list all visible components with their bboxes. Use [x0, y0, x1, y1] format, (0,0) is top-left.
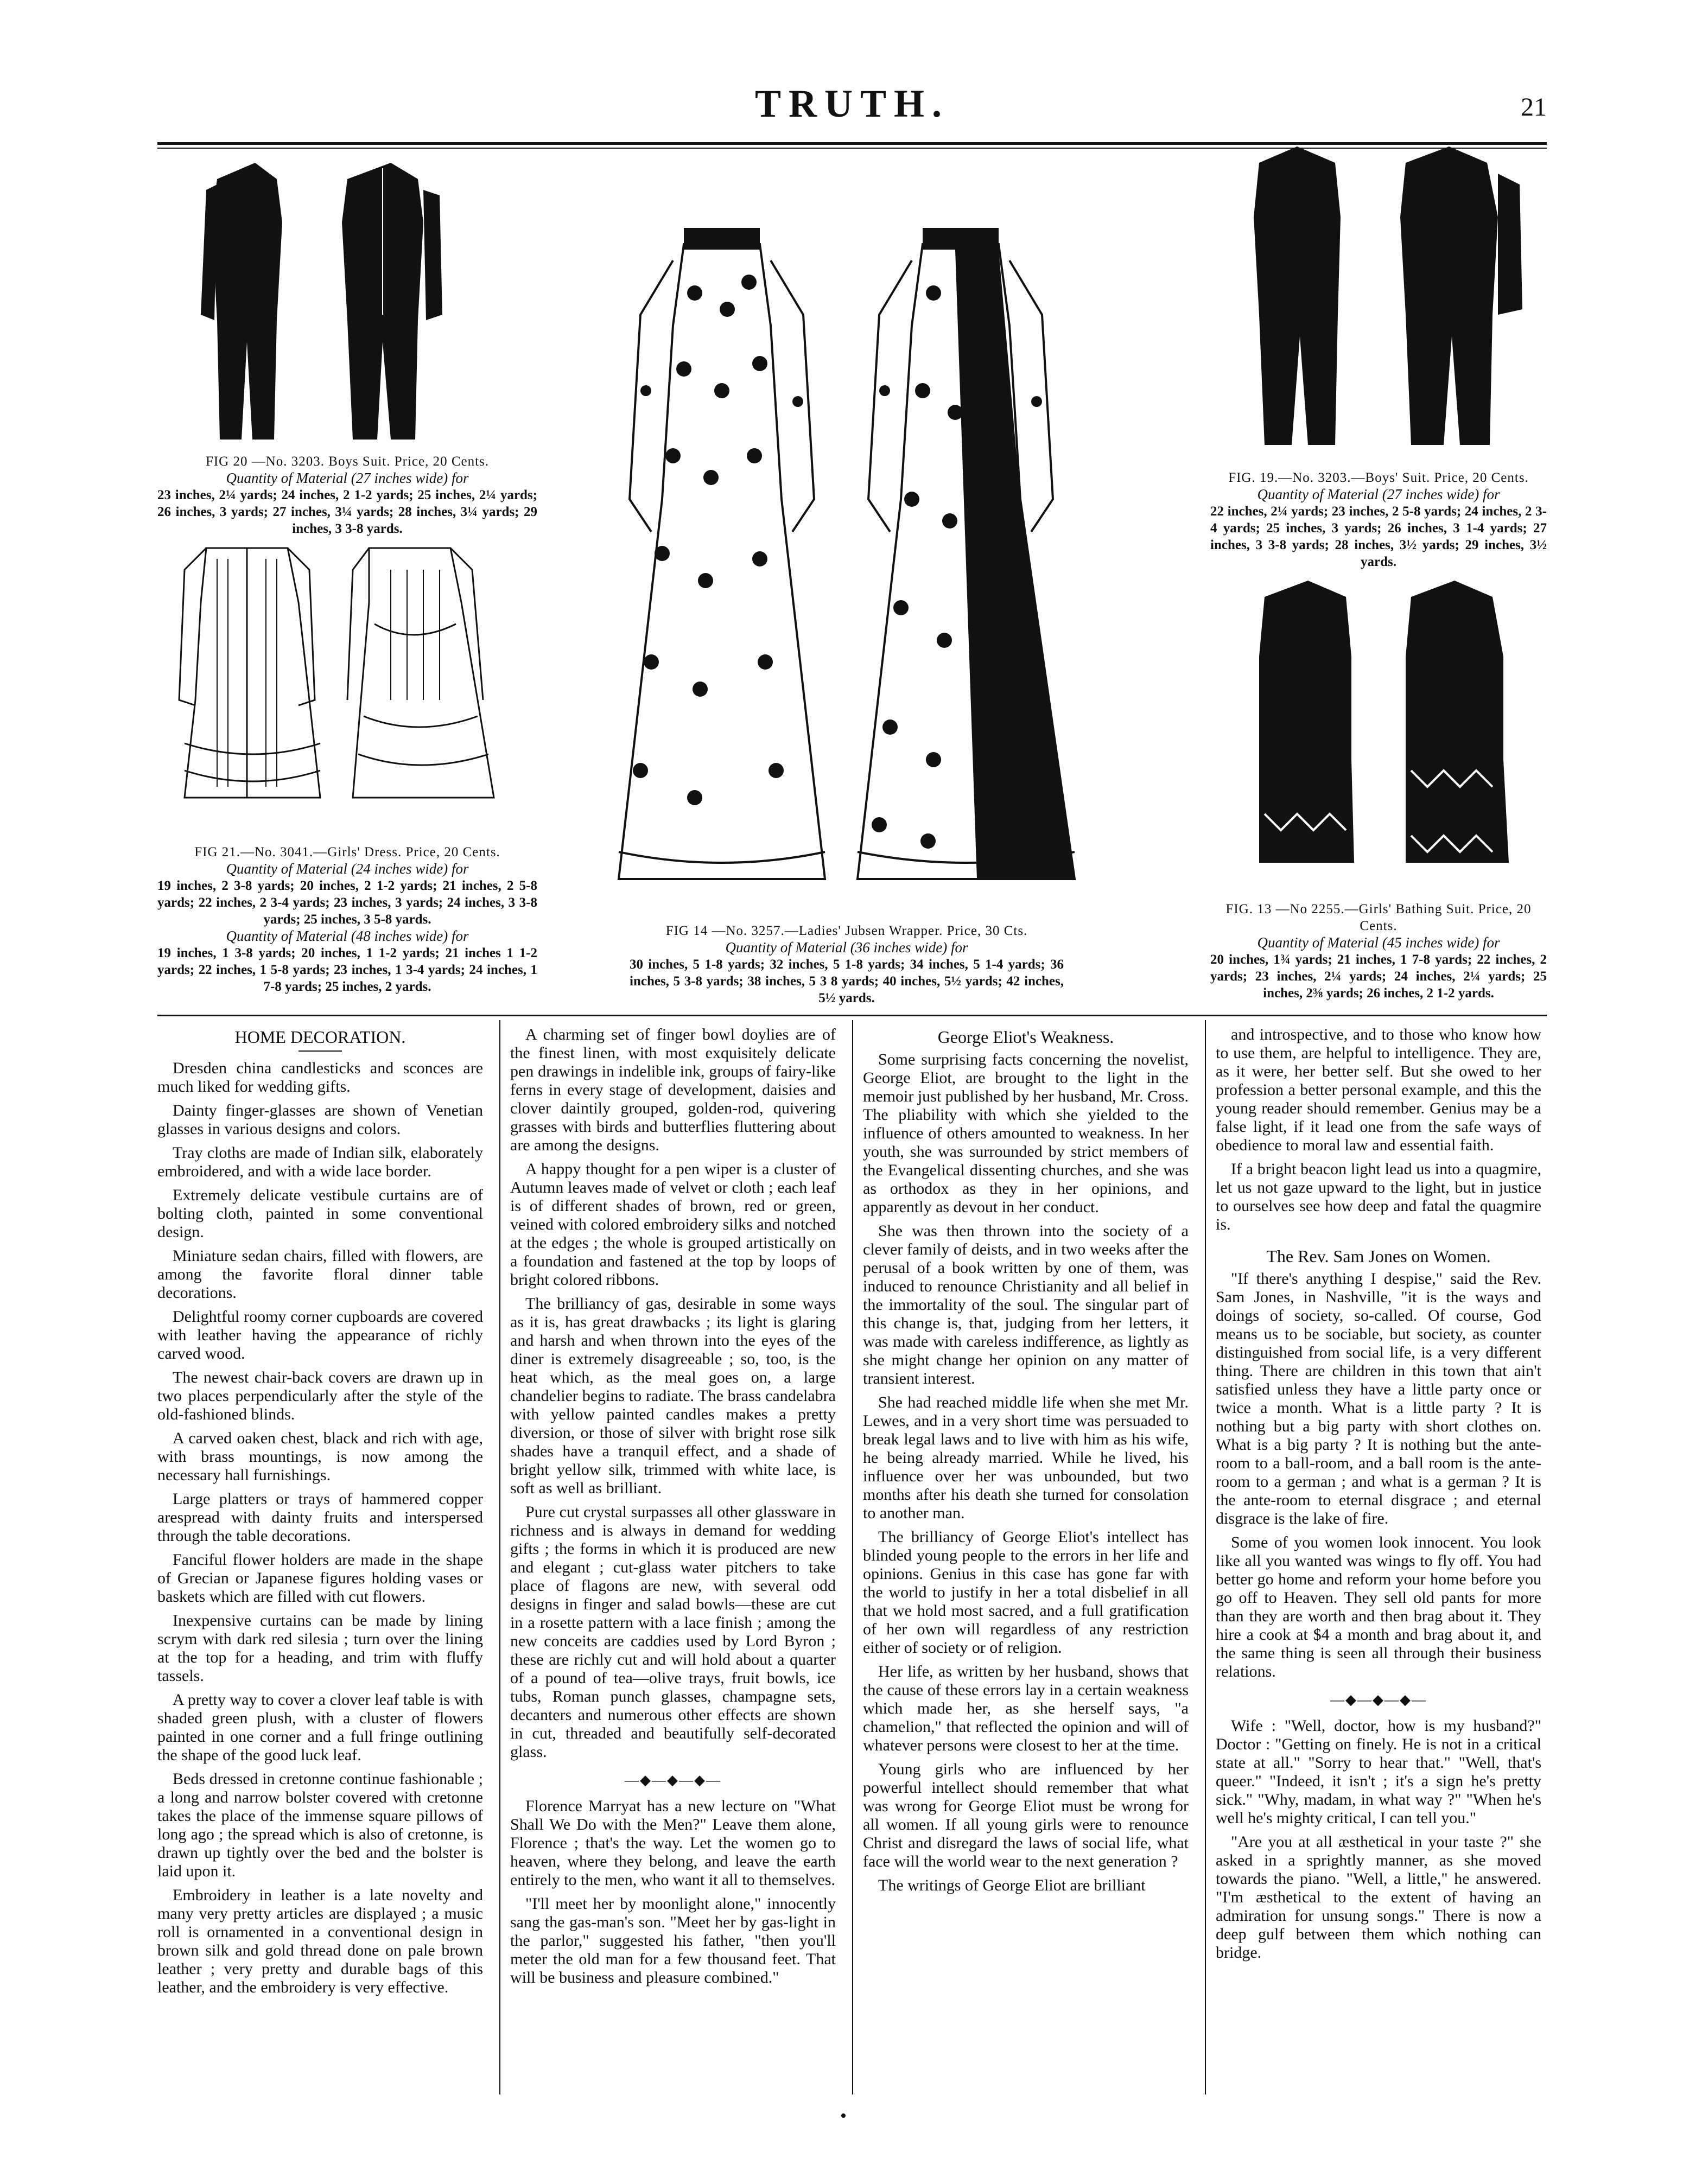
column-george-eliot — [863, 1026, 1189, 1900]
section-ornament: —◆—◆—◆— — [625, 1772, 721, 1788]
paragraph: Some surprising facts concerning the novelist, George Eliot, are brought to the light in the memoir just published by her husband, Mr. Cross. The pliability with which she yielded to the influence of others amounted to weakness. In her youth, she was surrounded by strict members of the Evangelical dissenting churches, and she was as orthodox as they in her opinions, and apparently as devout in her conduct. — [863, 1050, 1189, 1216]
paragraph: Her life, as written by her husband, shows that the cause of these errors lay in a certain weakness which made her, as she herself says, "a chamelion," that reflected the opinion and will of whatever persons were closest to her at the time. — [863, 1663, 1189, 1754]
masthead — [157, 81, 1547, 141]
caption-fig19-title: FIG. 19.—No. 3203.—Boys' Suit. Price, 20 Cents. — [1228, 470, 1529, 485]
illustration-boys-suit-fig20 — [195, 157, 488, 450]
column-divider — [852, 1020, 853, 2094]
paragraph: She was then thrown into the society of a clever family of deists, and in two weeks after the perusal of a book written by one of them, was induced to renounce Christianity and all belief in the immortality of the soul. The singular part of this change is, that, judging from her letters, it was made with careless indifference, as lightly as she might change her opinion on any matter of transient interest. — [863, 1222, 1189, 1387]
paragraph: Fanciful flower holders are made in the shape of Grecian or Japanese figures holding vases or baskets which are filled with cut flowers. — [157, 1551, 483, 1606]
paragraph: Large platters or trays of hammered copper arespread with dainty fruits and interspersed through the table decorations. — [157, 1490, 483, 1545]
heading-sam-jones: The Rev. Sam Jones on Women. — [1266, 1246, 1491, 1266]
paragraph: and introspective, and to those who know how to use them, are helpful to intelligence. They are, as it were, her better self. But she owed to her profession a better personal example, and this the young reader should remember. Genius may be a false light, if it lead one from the safe ways of obedience to moral law and essential faith. — [1216, 1026, 1541, 1154]
illustration-girls-bathing-suit-fig13 — [1243, 581, 1547, 884]
caption-fig13-title: FIG. 13 —No 2255.—Girls' Bathing Suit. Price, 20 Cents. — [1225, 902, 1532, 933]
caption-fig21-body2: 19 inches, 1 3-8 yards; 20 inches, 1 1-2 yards; 21 inches 1 1-2 yards; 22 inches, 1 5-8 yards; 23 inches, 1 3-4 yards; 24 inches, 1 7-8 yards; 25 inches, 2 yards. — [157, 946, 537, 994]
paragraph: The brilliancy of gas, desirable in some ways as it is, has great drawbacks ; its light is glaring and harsh and when thrown into the eyes of the diner is extremely disagreeable ; so, too, is the heat which, as the meal goes on, a large chandelier begins to radiate. The brass candelabra with yellow painted candles makes a pretty diversion, or those of silver with bright rose silk shades have a tranquil effect, and a shade of bright yellow silk, trimmed with white lace, is soft as well as brilliant. — [510, 1295, 836, 1497]
heading-george-eliot: George Eliot's Weakness. — [937, 1027, 1114, 1047]
columns-top-rule — [157, 1015, 1547, 1016]
caption-fig21-material2: Quantity of Material (48 inches wide) for — [226, 928, 469, 944]
paragraph: A charming set of finger bowl doylies are of the finest linen, with most exquisitely delicate pen drawings in indelible ink, groups of fairy-like ferns in every stage of development, daisies and clover daintily grouped, golden-rod, quivering grasses with birds and butterflies fluttering about are among the designs. — [510, 1026, 836, 1154]
paragraph: She had reached middle life when she met Mr. Lewes, and in a very short time was persuaded to break legal laws and to live with him as his wife, he being already married. While he lived, his influence over her was unbounded, but two months after his death she turned for consolation to another man. — [863, 1393, 1189, 1522]
illustration-boys-suit-fig19 — [1243, 141, 1547, 456]
caption-fig19-material: Quantity of Material (27 inches wide) for — [1257, 486, 1500, 502]
paragraph: Beds dressed in cretonne continue fashionable ; a long and narrow bolster covered with cretonne takes the place of the immense square pillows of long ago ; the spread which is also of cretonne, is drawn up tightly over the bed and the bolster is laid upon it. — [157, 1770, 483, 1880]
column-divider — [499, 1020, 500, 2094]
paragraph: "Are you at all æsthetical in your taste ?" she asked in a sprightly manner, as she moved towards the piano. "Well, a little," he answered. "I'm æsthetical to the extent of having an admiration for unsung songs." There is now a deep gulf between them which nothing can bridge. — [1216, 1833, 1541, 1962]
paragraph: A carved oaken chest, black and rich with age, with brass mountings, is now among the necessary hall furnishings. — [157, 1429, 483, 1484]
paragraph: Some of you women look innocent. You look like all you wanted was wings to fly off. You had better go home and reform your home before you go off to Heaven. They sell old pants for more than they are worth and then brag about it. They hire a cook at $4 a month and brag about it, and the same thing is seen all through their business relations. — [1216, 1533, 1541, 1680]
page-mark-dot — [841, 2113, 846, 2118]
caption-fig21-body: 19 inches, 2 3-8 yards; 20 inches, 2 1-2 yards; 21 inches, 2 5-8 yards; 22 inches, 2 3-4 yards; 23 inches, 3 yards; 24 inches, 3 3-8 yards; 25 inches, 3 5-8 yards. — [157, 878, 537, 927]
caption-fig13 — [1210, 901, 1547, 1002]
paragraph: Dainty finger-glasses are shown of Venetian glasses in various designs and colors. — [157, 1101, 483, 1138]
caption-fig14 — [630, 922, 1064, 1007]
caption-fig14-material: Quantity of Material (36 inches wide) for — [725, 939, 968, 956]
paragraph: Miniature sedan chairs, filled with flowers, are among the favorite floral dinner table decorations. — [157, 1247, 483, 1302]
paragraph: The writings of George Eliot are brilliant — [878, 1876, 1146, 1894]
page-number: 21 — [1521, 93, 1547, 122]
caption-fig19-body: 22 inches, 2¼ yards; 23 inches, 2 5-8 yards; 24 inches, 2 3-4 yards; 25 inches, 3 yards; 26 inches, 3 1-4 yards; 27 inches, 3 3-8 yards; 28 inches, 3½ yards; 29 inches, 3½ yards. — [1210, 504, 1547, 569]
caption-fig19 — [1210, 469, 1547, 570]
paragraph: Wife : "Well, doctor, how is my husband?" Doctor : "Getting on finely. He is not in a critical state at all." "Sorry to hear that." "Well, that's queer." "Indeed, it isn't ; it's a sign he's pretty sick." "Why, madam, in what way ?" "When he's well he's mighty critical, I can tell you." — [1216, 1717, 1541, 1827]
paragraph: A pretty way to cover a clover leaf table is with shaded green plush, with a cluster of flowers painted in one corner and a full fringe outlining the shape of the good luck leaf. — [157, 1691, 483, 1764]
column-decoration-continued — [510, 1026, 836, 1992]
column-divider — [1205, 1020, 1206, 2094]
caption-fig21-title: FIG 21.—No. 3041.—Girls' Dress. Price, 20 Cents. — [194, 845, 500, 859]
column-home-decoration — [157, 1026, 483, 2002]
caption-fig14-title: FIG 14 —No. 3257.—Ladies' Jubsen Wrapper. Price, 30 Cts. — [665, 924, 1028, 938]
paragraph: Extremely delicate vestibule curtains are of bolting cloth, painted in some conventional design. — [157, 1186, 483, 1241]
paragraph: A happy thought for a pen wiper is a cluster of Autumn leaves made of velvet or cloth ; each leaf is of different shades of brown, red or green, veined with colored embroidery silks and notched at the edges ; the whole is grouped artistically on a foundation and fastened at the top by loops of bright colored ribbons. — [510, 1160, 836, 1289]
heading-home-decoration: HOME DECORATION. — [234, 1027, 406, 1047]
paragraph: If a bright beacon light lead us into a quagmire, let us not gaze upward to the light, but in justice to ourselves see how deep and fatal the quagmire is. — [1216, 1160, 1541, 1233]
column-sam-jones — [1216, 1026, 1541, 1967]
caption-fig21-material: Quantity of Material (24 inches wide) for — [226, 861, 469, 877]
paragraph: Tray cloths are made of Indian silk, elaborately embroidered, and with a wide lace border. — [157, 1144, 483, 1180]
paragraph: The brilliancy of George Eliot's intellect has blinded young people to the errors in her life and opinions. Genius in this case has gone far with the world to justify in her a total disbelief in all that we hold most sacred, and a full gratification of her own will regardless of any restriction either of society or of religion. — [863, 1528, 1189, 1657]
caption-fig13-body: 20 inches, 1¾ yards; 21 inches, 1 7-8 yards; 22 inches, 2 yards; 23 inches, 2¼ yards; 24 inches, 2¼ yards; 25 inches, 2⅜ yards; 26 inches, 2 1-2 yards. — [1210, 952, 1547, 1001]
heading-rule — [299, 1050, 342, 1052]
paragraph: Dresden china candlesticks and sconces are much liked for wedding gifts. — [157, 1059, 483, 1096]
caption-fig21 — [157, 844, 537, 995]
caption-fig14-body: 30 inches, 5 1-8 yards; 32 inches, 5 1-8 yards; 34 inches, 5 1-4 yards; 36 inches, 5 3-8 yards; 38 inches, 5 3 8 yards; 40 inches, 5½ yards; 42 inches, 5½ yards. — [630, 957, 1064, 1005]
masthead-title: TRUTH. — [754, 82, 950, 125]
illustration-ladies-wrapper-fig14 — [597, 228, 1096, 912]
paragraph: The newest chair-back covers are drawn up in two places perpendicularly after the style of the old-fashioned blinds. — [157, 1368, 483, 1423]
paragraph: Delightful roomy corner cupboards are covered with leather having the appearance of richly carved wood. — [157, 1308, 483, 1362]
paragraph: "If there's anything I despise," said the Rev. Sam Jones, in Nashville, "it is the ways and doings of society, so-called. Of course, God means us to be sociable, but society, as counter distinguished from social life, is a very different thing. There are children in this town that ain't satisfied unless they have a little party once or twice a month. What is a little party ? It is nothing but a big party with short clothes on. What is a big party ? It is nothing but the ante-room to a ball-room, and a ball room is the ante-room to a german ; and what is a german ? It is the ante-room to eternal disgrace ; and eternal disgrace is the lake of fire. — [1216, 1270, 1541, 1527]
caption-fig20 — [157, 453, 537, 537]
caption-fig20-material: Quantity of Material (27 inches wide) for — [226, 470, 469, 486]
illustration-girls-dress-fig21 — [174, 537, 510, 819]
paragraph: Embroidery in leather is a late novelty and many very pretty articles are displayed ; a music roll is ornamented in a conventional design in brown silk and gold thread done on pale brown leather ; very pretty and durable bags of this leather, and the embroidery is very effective. — [157, 1886, 483, 1996]
paragraph: Florence Marryat has a new lecture on "What Shall We Do with the Men?" Leave them alone, Florence ; that's the way. Let the women go to heaven, where they belong, and leave the earth entirely to the men, who want it all to themselves. — [510, 1797, 836, 1889]
caption-fig13-material: Quantity of Material (45 inches wide) for — [1257, 934, 1500, 951]
section-ornament: —◆—◆—◆— — [1330, 1692, 1427, 1708]
paragraph: "I'll meet her by moonlight alone," innocently sang the gas-man's son. "Meet her by gas-light in the parlor," suggested his father, "then you'll meter the old man for a few thousand feet. That will be business and pleasure combined." — [510, 1895, 836, 1986]
caption-fig20-body: 23 inches, 2¼ yards; 24 inches, 2 1-2 yards; 25 inches, 2¼ yards; 26 inches, 3 yards; 27 inches, 3¼ yards; 28 inches, 3¼ yards; 29 inches, 3 3-8 yards. — [157, 488, 537, 536]
paragraph: Pure cut crystal surpasses all other glassware in richness and is always in demand for wedding gifts ; the forms in which it is produced are new and elegant ; cut-glass water pitchers to take place of flagons are new, with several odd designs in finger and salad bowls—these are cut in a rosette pattern with a lace finish ; among the new conceits are caddies used by Lord Byron ; these are richly cut and will hold about a quarter of a pound of tea—olive trays, fruit bowls, ice tubs, Roman punch glasses, champagne sets, decanters and numerous other effects are shown in cut, threaded and beautifully self-decorated glass. — [510, 1503, 836, 1761]
paragraph: Inexpensive curtains can be made by lining scrym with dark red silesia ; turn over the lining at the top for a heading, and trim with fluffy tassels. — [157, 1612, 483, 1685]
caption-fig20-title: FIG 20 —No. 3203. Boys Suit. Price, 20 Cents. — [205, 454, 490, 469]
paragraph: Young girls who are influenced by her powerful intellect should remember that what was wrong for George Eliot must be wrong for all women. If all young girls were to renounce Christ and disregard the laws of social life, what face will the world wear to the next generation ? — [863, 1760, 1189, 1870]
